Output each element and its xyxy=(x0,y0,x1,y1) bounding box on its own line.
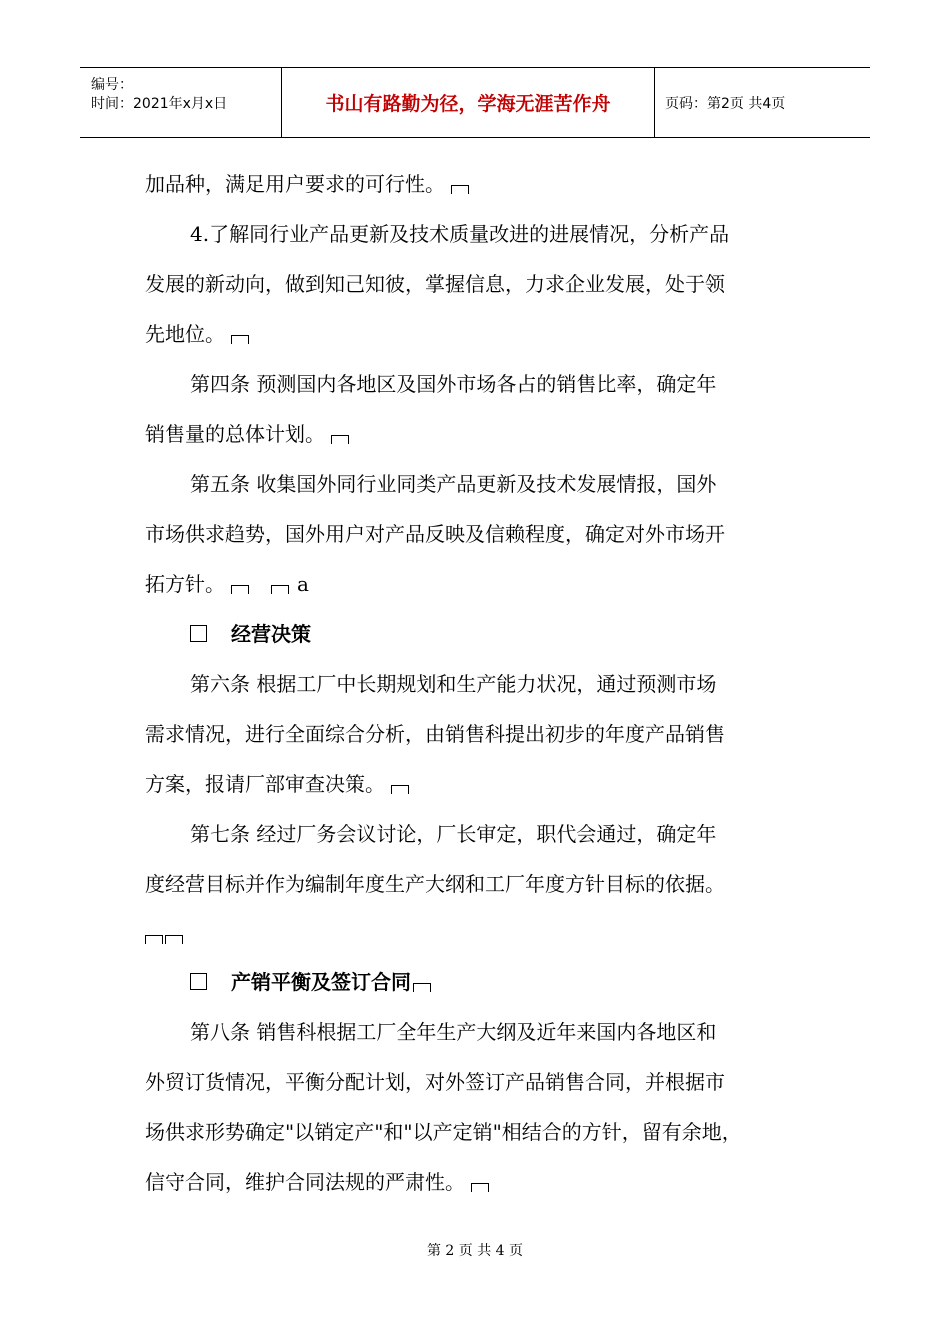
article-8-line: 外贸订货情况，平衡分配计划，对外签订产品销售合同，并根据市 xyxy=(145,1070,725,1094)
article-4-line: 销售量的总体计划。 xyxy=(145,422,349,446)
paragraph-line: 发展的新动向，做到知己知彼，掌握信息，力求企业发展，处于领 xyxy=(145,272,725,296)
article-5-line: 拓方针。 a xyxy=(145,572,309,596)
paragraph-mark-icon xyxy=(451,185,469,194)
article-7-line: 第七条 经过厂务会议讨论，厂长审定，职代会通过，确定年 xyxy=(190,822,717,846)
article-6-line: 需求情况，进行全面综合分析，由销售科提出初步的年度产品销售 xyxy=(145,722,725,746)
paragraph-mark-icon xyxy=(471,1183,489,1192)
paragraph-line: 先地位。 xyxy=(145,322,249,346)
article-6-line: 方案，报请厂部审查决策。 xyxy=(145,772,409,796)
article-8-line: 第八条 销售科根据工厂全年生产大纲及近年来国内各地区和 xyxy=(190,1020,717,1044)
article-7-line: 度经营目标并作为编制年度生产大纲和工厂年度方针目标的依据。 xyxy=(145,872,725,896)
paragraph-mark-line xyxy=(145,922,183,946)
header-motto: 书山有路勤为径，学海无涯苦作舟 xyxy=(282,68,655,137)
paragraph-mark-icon xyxy=(331,435,349,444)
stray-character: a xyxy=(297,572,309,596)
article-8-line: 信守合同，维护合同法规的严肃性。 xyxy=(145,1170,489,1194)
paragraph-line: 加品种，满足用户要求的可行性。 xyxy=(145,172,469,196)
paragraph-mark-icon xyxy=(165,935,183,944)
article-5-line: 第五条 收集国外同行业同类产品更新及技术发展情报，国外 xyxy=(190,472,717,496)
paragraph-mark-icon xyxy=(391,785,409,794)
article-8-line: 场供求形势确定"以销定产"和"以产定销"相结合的方针，留有余地， xyxy=(145,1120,742,1144)
article-6-line: 第六条 根据工厂中长期规划和生产能力状况，通过预测市场 xyxy=(190,672,717,696)
paragraph-line: 4.了解同行业产品更新及技术质量改进的进展情况，分析产品 xyxy=(190,222,730,246)
article-4-line: 第四条 预测国内各地区及国外市场各占的销售比率，确定年 xyxy=(190,372,717,396)
article-5-line: 市场供求趋势，国外用户对产品反映及信赖程度，确定对外市场开 xyxy=(145,522,725,546)
paragraph-mark-icon xyxy=(231,335,249,344)
document-number-label: 编号： xyxy=(91,77,133,93)
page-footer: 第 2 页 共 4 页 xyxy=(426,1243,524,1259)
paragraph-mark-icon xyxy=(271,585,289,594)
paragraph-mark-icon xyxy=(231,585,249,594)
document-header xyxy=(80,67,870,138)
section-heading-production-sales: 产销平衡及签订合同 xyxy=(190,970,431,994)
header-meta-cell xyxy=(80,68,282,137)
paragraph-mark-icon xyxy=(145,935,163,944)
header-page-info: 页码：第2页 共4页 xyxy=(665,95,786,112)
checkbox-square-icon xyxy=(190,973,207,990)
checkbox-square-icon xyxy=(190,625,207,642)
section-heading-business-decision: 经营决策 xyxy=(190,622,311,646)
document-time: 时间：2021年x月x日 xyxy=(91,96,228,112)
paragraph-mark-icon xyxy=(413,983,431,992)
